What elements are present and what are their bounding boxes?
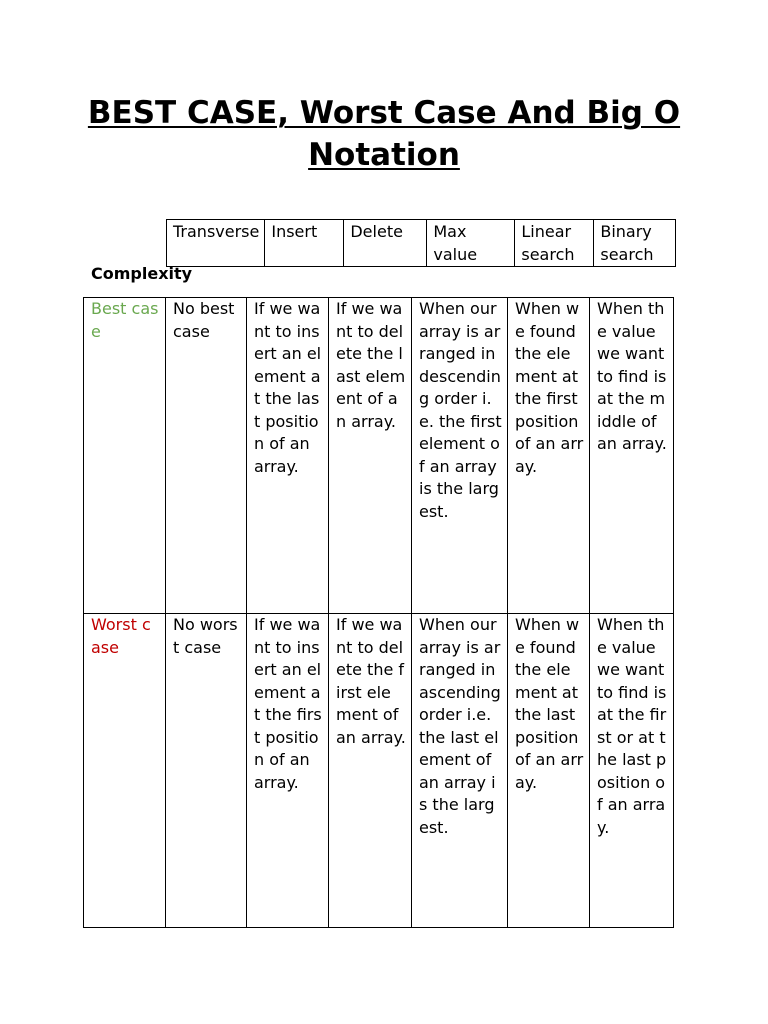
cell-max-value-best: When our array is arranged in descending order i.e. the first element of an array is the largest. [412, 298, 508, 614]
row-label-best-case: Best case [84, 298, 166, 614]
cell-linear-search-best: When we found the element at the first position of an array. [508, 298, 590, 614]
header-cell-linear-search: Linear search [515, 220, 594, 267]
cell-binary-search-worst: When the value we want to find is at the first or at the last position of an array. [590, 614, 674, 928]
cell-delete-best: If we want to delete the last element of an array. [329, 298, 412, 614]
header-row [167, 220, 676, 267]
cell-linear-search-worst: When we found the element at the last position of an array. [508, 614, 590, 928]
table-row-best-case [84, 298, 674, 614]
cell-max-value-worst: When our array is arranged in ascending order i.e. the last element of an array is the largest. [412, 614, 508, 928]
cell-delete-worst: If we want to delete the first element of an array. [329, 614, 412, 928]
header-cell-max-value: Max value [427, 220, 515, 267]
cell-insert-best: If we want to insert an element at the last position of an array. [247, 298, 329, 614]
cell-transverse-worst: No worst case [166, 614, 247, 928]
header-cell-transverse: Transverse [167, 220, 265, 267]
header-cell-insert: Insert [265, 220, 344, 267]
header-cell-binary-search: Binary search [594, 220, 676, 267]
cell-binary-search-best: When the value we want to find is at the middle of an array. [590, 298, 674, 614]
header-cell-delete: Delete [344, 220, 427, 267]
row-label-worst-case: Worst case [84, 614, 166, 928]
cell-transverse-best: No best case [166, 298, 247, 614]
operations-header-table [166, 219, 676, 267]
table-row-worst-case [84, 614, 674, 928]
complexity-table [83, 297, 674, 928]
document-title: BEST CASE, Worst Case And Big O Notation [87, 95, 681, 173]
complexity-label: Complexity [91, 264, 193, 283]
cell-insert-worst: If we want to insert an element at the first position of an array. [247, 614, 329, 928]
